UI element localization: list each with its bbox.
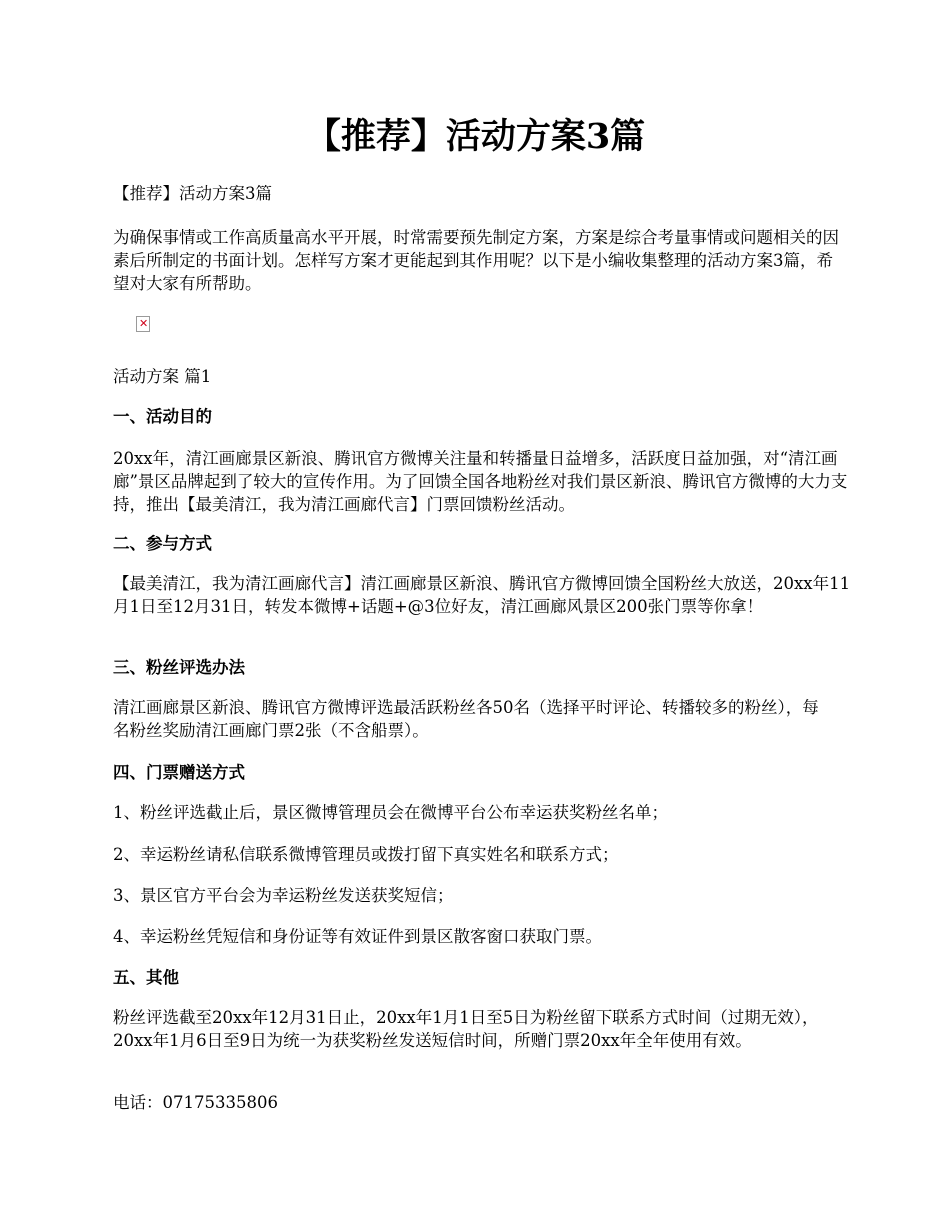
list-item: 1、粉丝评选截止后，景区微博管理员会在微博平台公布幸运获奖粉丝名单；	[113, 803, 668, 822]
list-item: 4、幸运粉丝凭短信和身份证等有效证件到景区散客窗口获取门票。	[113, 927, 602, 946]
section-body-purpose: 20xx年，清江画廊景区新浪、腾讯官方微博关注量和转播量日益增多，活跃度日益加强，对“清江画廊”景区品牌起到了较大的宣传作用。为了回馈全国各地粉丝对我们景区新浪、腾讯官方微博的大力支持，推出【最美清江，我为清江画廊代言】门票回馈粉丝活动。	[113, 449, 848, 514]
section-heading-purpose: 一、活动目的	[113, 407, 212, 426]
section-heading-selection: 三、粉丝评选办法	[113, 658, 245, 677]
section-heading-other: 五、其他	[113, 968, 179, 987]
section-label: 活动方案 篇1	[113, 367, 212, 386]
section-body-participation: 【最美清江，我为清江画廊代言】清江画廊景区新浪、腾讯官方微博回馈全国粉丝大放送，20xx年11月1日至12月31日，转发本微博+话题+@3位好友，清江画廊风景区200张门票等你拿！	[113, 574, 851, 616]
list-item: 2、幸运粉丝请私信联系微博管理员或拨打留下真实姓名和联系方式；	[113, 845, 619, 864]
section-body-selection: 清江画廊景区新浪、腾讯官方微博评选最活跃粉丝各50名（选择平时评论、转播较多的粉丝），每名粉丝奖励清江画廊门票2张（不含船票）。	[113, 698, 819, 740]
document-subtitle: 【推荐】活动方案3篇	[113, 184, 272, 203]
broken-image-icon	[136, 316, 150, 332]
list-item: 3、景区官方平台会为幸运粉丝发送获奖短信；	[113, 886, 454, 905]
intro-paragraph: 为确保事情或工作高质量高水平开展，时常需要预先制定方案，方案是综合考量事情或问题相关的因素后所制定的书面计划。怎样写方案才更能起到其作用呢？以下是小编收集整理的活动方案3篇，希望对大家有所帮助。	[113, 228, 839, 293]
section-heading-delivery: 四、门票赠送方式	[113, 763, 245, 782]
section-body-other: 粉丝评选截至20xx年12月31日止，20xx年1月1日至5日为粉丝留下联系方式时间（过期无效），20xx年1月6日至9日为统一为获奖粉丝发送短信时间，所赠门票20xx年全年使用有效。	[113, 1008, 819, 1050]
phone-number: 电话：07175335806	[113, 1093, 278, 1112]
section-heading-participation: 二、参与方式	[113, 534, 212, 553]
broken-image-x-icon: ✕	[139, 317, 149, 330]
document-title: 【推荐】活动方案3篇	[305, 116, 646, 157]
